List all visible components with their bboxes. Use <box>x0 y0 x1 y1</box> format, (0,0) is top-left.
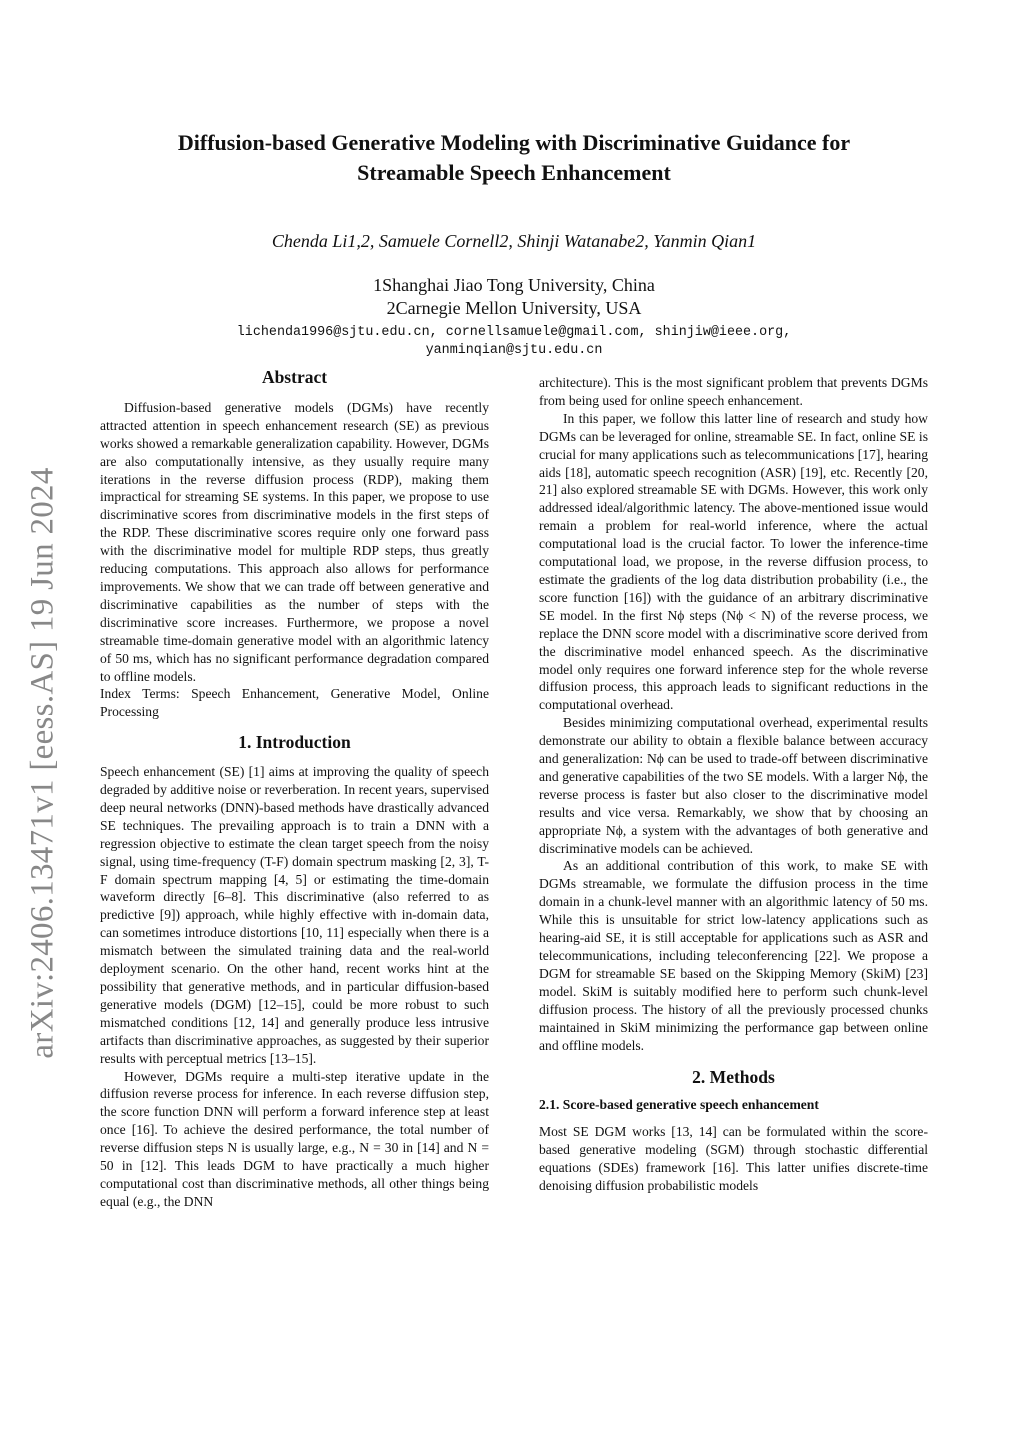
affiliation-2: 2Carnegie Mellon University, USA <box>386 298 642 318</box>
paper-title <box>100 128 928 188</box>
title-line-1: Diffusion-based Generative Modeling with Discriminative Guidance for <box>177 130 851 155</box>
right-paragraph-2: In this paper, we follow this latter line of research and study how DGMs can be leveraged for online, streamable SE. In fact, online SE is crucial for many applications such as telecommunications [17], hearing aids [18], automatic speech recognition (ASR) [19], etc. Recently [20, 21] also explored streamable SE with DGMs. However, this work only addressed ideal/algorithmic latency. The above-mentioned issue would remain a problem for real-world inference, where the actual computational load is the crucial factor. To lower the inference-time computational load, we propose, in the reverse diffusion process, to estimate the gradients of the log data distribution probability (i.e., the score function [16]) with the guidance of an arbitrary discriminative SE model. In the first Nϕ steps (Nϕ < N) of the reverse process, we replace the DNN score model with a discriminative score derived from the discriminative model enhanced speech. As the discriminative model only requires one forward inference step for the whole reverse diffusion process, this approach leads to significant reductions in the computational overhead. <box>539 410 928 713</box>
intro-paragraph-1: Speech enhancement (SE) [1] aims at improving the quality of speech degraded by additive noise or reverberation. In recent years, supervised deep neural networks (DNN)-based methods have drastically advanced SE techniques. The prevailing approach is to train a DNN with a regression objective to estimate the clean target speech from the noisy signal, using time-frequency (T-F) domain spectrum masking [2, 3], T-F domain spectrum mapping [4, 5] or estimating the time-domain waveform directly [6–8]. This discriminative (also referred to as predictive [9]) approach, while highly effective with in-domain data, can sometimes introduce distortions [10, 11] especially when there is a mismatch between the simulated training data and the real-world deployment scenario. On the other hand, recent works hint at the possibility that generative methods, and in particular diffusion-based generative models (DGM) [12–15], could be more robust to such mismatched conditions [12, 14] and generally produce less intrusive artifacts than discriminative approaches, as suggested by their superior results with perceptual metrics [13–15]. <box>100 764 489 1066</box>
right-paragraph-3: Besides minimizing computational overhead, experimental results demonstrate our ability to obtain a flexible balance between accuracy and generalization: Nϕ can be used to trade-off between discriminative and generative capabilities of the two SE models. With a larger Nϕ, the reverse process is faster but also closer to the discriminative model results and vice versa. Remarkably, we show that by choosing an appropriate Nϕ, a system with the advantages of both generative and discriminative models can be achieved. <box>539 715 928 856</box>
arxiv-id: arXiv:2406.13471v1 [eess.AS] 19 Jun 2024 <box>24 467 61 1059</box>
emails-line-1: lichenda1996@sjtu.edu.cn, cornellsamuele@gmail.com, shinjiw@ieee.org, <box>236 325 792 340</box>
right-paragraph-1: architecture). This is the most significant problem that prevents DGMs from being used for online speech enhancement. <box>539 375 928 408</box>
abstract-text: Diffusion-based generative models (DGMs) have recently attracted attention in speech enhancement research (SE) as previous works showed a remarkable generalization capability. However, DGMs are also computationally intensive, as they usually require many iterations in the reverse diffusion process (RDP), making them impractical for streaming SE systems. In this paper, we propose to use discriminative scores from discriminative models in the first steps of the RDP. These discriminative scores require only one forward pass with the discriminative model for multiple RDP steps, thus greatly reducing computations. This approach also allows for performance improvements. We show that we can trade off between generative and discriminative capabilities as the number of steps with the discriminative score increases. Furthermore, we propose a novel streamable time-domain generative model with an algorithmic latency of 50 ms, which has no significant performance degradation compared to offline models. <box>100 399 489 684</box>
introduction-heading: 1. Introduction <box>238 732 351 753</box>
index-terms: Index Terms: Speech Enhancement, Generative Model, Online Processing <box>100 686 489 720</box>
methods-paragraph-1: Most SE DGM works [13, 14] can be formulated within the score-based generative modeling (SGM) through stochastic differential equations (SDEs) framework [16]. This latter unifies discrete-time denoising diffusion probabilistic models <box>539 1124 928 1193</box>
author-list: Chenda Li1,2, Samuele Cornell2, Shinji Watanabe2, Yanmin Qian1 <box>271 231 757 251</box>
emails-line-2: yanminqian@sjtu.edu.cn <box>425 343 603 358</box>
methods-heading: 2. Methods <box>692 1067 775 1088</box>
right-paragraph-4: As an additional contribution of this work, to make SE with DGMs streamable, we formulate the diffusion process in the time domain in a chunk-level manner with an algorithmic latency of 50 ms. While this is unsuitable for strict low-latency applications such as hearing-aid SE, it is still acceptable for applications such as ASR and telecommunications, including teleconferencing [22]. We propose a DGM for streamable SE based on the Skipping Memory (SkiM) [23] model. SkiM is suitably modified here to perform such chunk-level diffusion process. The history of all the previously processed chunks maintained in SkiM minimizing the performance gap between online and offline models. <box>539 858 928 1053</box>
affiliation-1: 1Shanghai Jiao Tong University, China <box>373 275 655 295</box>
right-column <box>539 374 928 1195</box>
author-emails <box>100 324 928 360</box>
title-line-2: Streamable Speech Enhancement <box>357 160 671 185</box>
intro-paragraph-2: However, DGMs require a multi-step iterative update in the diffusion reverse process for inference. In each reverse diffusion step, the score function DNN will perform a forward inference step at least once [16]. To achieve the desired performance, the total number of reverse diffusion steps N is usually large, e.g., N = 30 in [14] and N = 50 in [12]. This leads DGM to have practically a much higher computational cost than discriminative methods, all other things being equal (e.g., the DNN <box>100 1068 489 1209</box>
left-column <box>100 369 489 1211</box>
methods-subheading: 2.1. Score-based generative speech enhancement <box>539 1097 819 1113</box>
arxiv-sidebar-stamp <box>18 438 68 1088</box>
abstract-heading: Abstract <box>261 367 328 387</box>
